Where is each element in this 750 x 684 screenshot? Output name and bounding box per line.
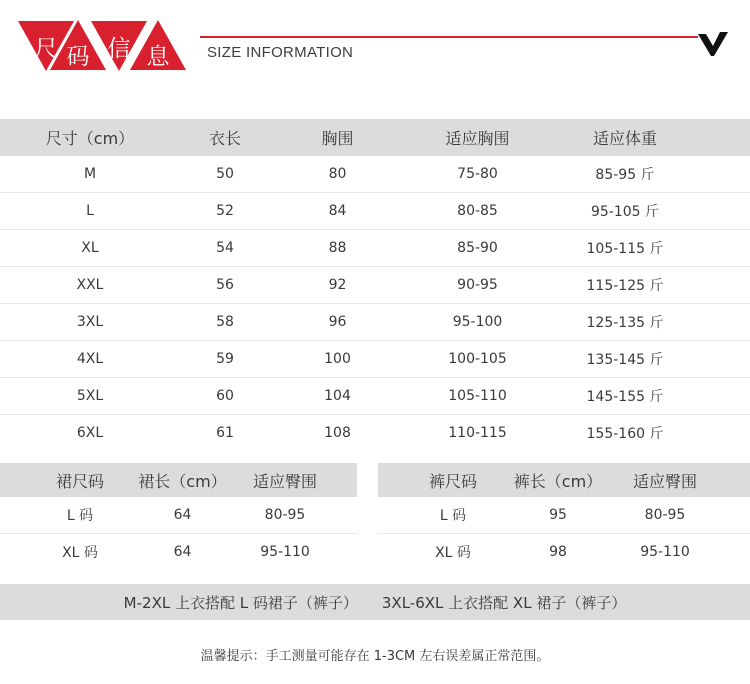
cell-fit-weight: 135-145 斤: [586, 352, 664, 368]
cell-size: M: [83, 166, 97, 182]
matching-note-small: M-2XL 上衣搭配 L 码裙子（裤子）: [123, 593, 358, 612]
pants-size-table: [378, 463, 750, 570]
cell-bust: 80: [328, 166, 347, 182]
cell-size: 4XL: [76, 351, 104, 367]
col-header-pants-length: 裤长（cm）: [513, 471, 603, 491]
header-rule: [200, 36, 698, 38]
title-char-1: 尺: [34, 36, 58, 62]
cell-fit-bust: 85-90: [457, 240, 498, 256]
cell-size: 6XL: [76, 425, 104, 441]
cell-fit-weight: 145-155 斤: [586, 389, 664, 405]
col-header-bust: 胸围: [321, 129, 354, 148]
cell-skirt-size: L 码: [66, 508, 94, 524]
col-header-fit-weight: 适应体重: [592, 129, 657, 148]
title-char-4: 息: [146, 44, 170, 70]
cell-pants-hip: 95-110: [640, 544, 690, 560]
cell-pants-length: 95: [549, 507, 567, 523]
table-row: [0, 497, 357, 534]
cell-length: 60: [216, 388, 234, 404]
cell-bust: 100: [324, 351, 351, 367]
cell-size: XL: [81, 240, 99, 256]
cell-bust: 84: [328, 203, 347, 219]
cell-fit-weight: 155-160 斤: [586, 426, 664, 442]
cell-length: 61: [216, 425, 234, 441]
skirt-table-header: [0, 463, 357, 497]
col-header-pants-hip: 适应臀围: [632, 471, 697, 491]
cell-fit-bust: 75-80: [457, 166, 498, 182]
table-row: [378, 497, 750, 534]
cell-bust: 96: [328, 314, 347, 330]
cell-bust: 92: [328, 277, 347, 293]
cell-skirt-hip: 95-110: [260, 544, 310, 560]
header-subtitle: SIZE INFORMATION: [207, 44, 354, 61]
col-header-pants-size: 裤尺码: [428, 471, 477, 491]
cell-fit-bust: 100-105: [448, 351, 507, 367]
table-row: [0, 156, 750, 193]
cell-skirt-length: 64: [173, 544, 192, 560]
col-header-fit-bust: 适应胸围: [445, 129, 510, 148]
title-char-2: 码: [66, 44, 90, 70]
table-row: [0, 267, 750, 304]
col-header-length: 衣长: [208, 129, 241, 148]
cell-bust: 104: [324, 388, 351, 404]
cell-length: 56: [216, 277, 234, 293]
cell-pants-size: L 码: [439, 508, 467, 524]
cell-pants-length: 98: [549, 544, 567, 560]
col-header-size: 尺寸（cm）: [45, 129, 135, 148]
cell-bust: 108: [324, 425, 351, 441]
cell-pants-hip: 80-95: [644, 507, 686, 523]
skirt-size-table: [0, 463, 357, 570]
table-row: [0, 193, 750, 230]
cell-fit-weight: 115-125 斤: [586, 278, 664, 294]
table-row: [0, 230, 750, 267]
size-table: [0, 119, 750, 451]
cell-fit-bust: 90-95: [457, 277, 498, 293]
col-header-skirt-length: 裙长（cm）: [138, 471, 227, 491]
cell-pants-size: XL 码: [435, 545, 471, 561]
cell-size: 5XL: [76, 388, 104, 404]
cell-size: XXL: [76, 277, 104, 293]
cell-fit-bust: 95-100: [452, 314, 503, 330]
cell-length: 52: [216, 203, 234, 219]
cell-fit-weight: 95-105 斤: [590, 204, 660, 220]
cell-length: 59: [216, 351, 234, 367]
cell-fit-weight: 85-95 斤: [595, 167, 655, 183]
header: [0, 0, 750, 90]
cell-size: L: [86, 203, 94, 219]
title-char-3: 信: [107, 36, 131, 62]
matching-note-band: [0, 584, 750, 620]
matching-note-large: 3XL-6XL 上衣搭配 XL 裙子（裤子）: [381, 593, 627, 612]
table-row: [0, 534, 357, 570]
v-logo-icon: [698, 30, 728, 56]
cell-bust: 88: [328, 240, 347, 256]
cell-fit-bust: 110-115: [448, 425, 507, 441]
cell-skirt-size: XL 码: [62, 545, 98, 561]
cell-fit-bust: 105-110: [448, 388, 507, 404]
cell-length: 58: [216, 314, 234, 330]
table-row: [378, 534, 750, 570]
col-header-skirt-hip: 适应臀围: [252, 471, 317, 491]
table-row: [0, 304, 750, 341]
cell-fit-weight: 125-135 斤: [586, 315, 664, 331]
cell-length: 54: [216, 240, 234, 256]
cell-length: 50: [216, 166, 234, 182]
cell-skirt-hip: 80-95: [264, 507, 306, 523]
pants-table-header: [378, 463, 750, 497]
col-header-skirt-size: 裙尺码: [55, 471, 104, 491]
table-row: [0, 341, 750, 378]
cell-fit-bust: 80-85: [457, 203, 498, 219]
table-row: [0, 415, 750, 451]
table-row: [0, 378, 750, 415]
measurement-tip: 温馨提示：手工测量可能存在 1-3CM 左右误差属正常范围。: [200, 649, 550, 664]
size-table-header: [0, 119, 750, 156]
cell-fit-weight: 105-115 斤: [586, 241, 664, 257]
cell-skirt-length: 64: [173, 507, 192, 523]
cell-size: 3XL: [76, 314, 104, 330]
